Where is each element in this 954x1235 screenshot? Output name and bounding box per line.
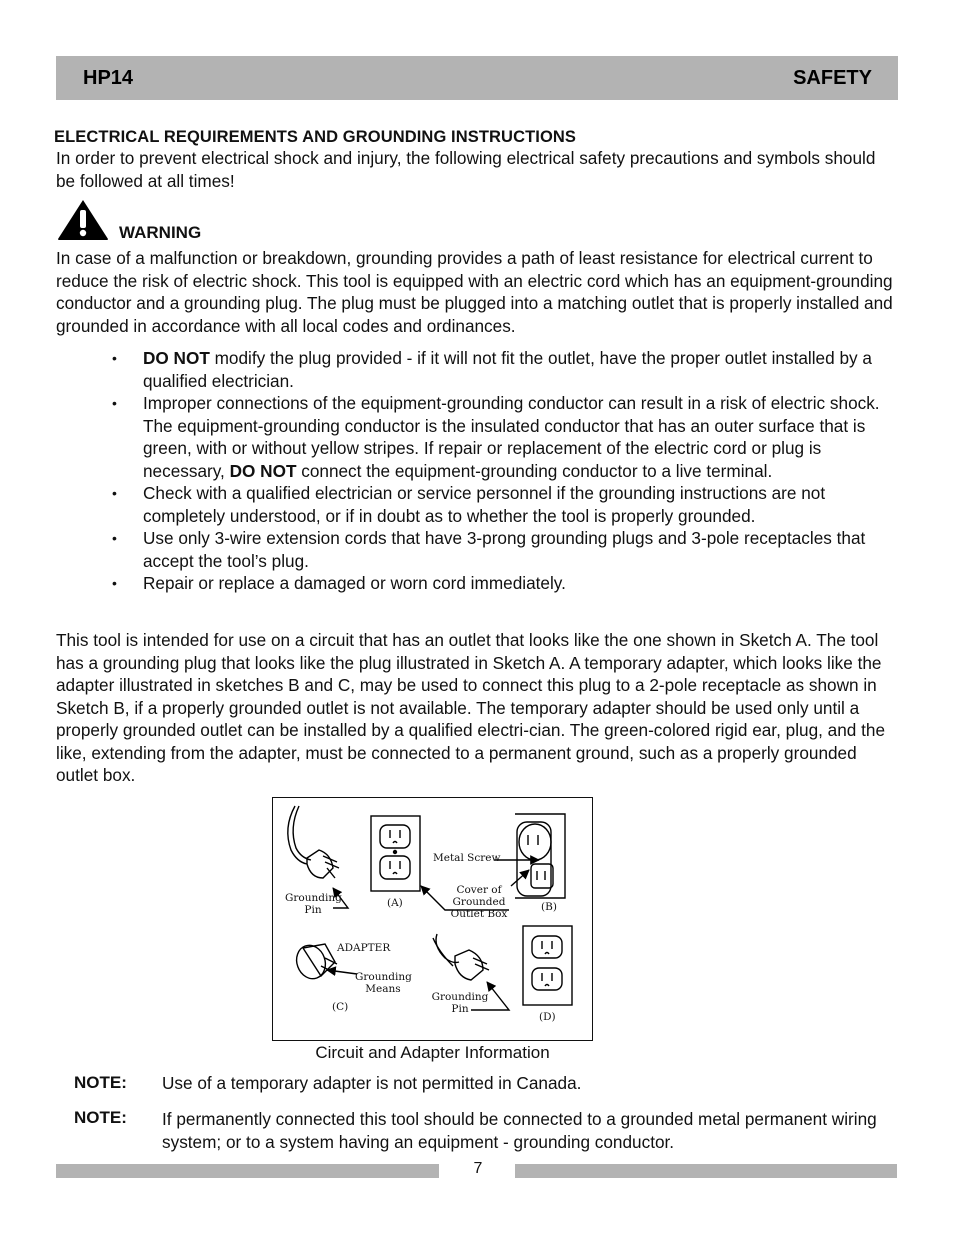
cover-grounded-outlet-box-label: Cover of Grounded Outlet Box [450, 884, 508, 920]
bold-text: DO NOT [229, 460, 297, 481]
bullet-marker: • [112, 485, 117, 501]
bullet-marker: • [112, 395, 117, 411]
adapter-in-outlet-b [515, 814, 565, 898]
note-text: If permanently connected this tool should be connected to a grounded metal permanent wiring system; or to a system having an equipment - grounding conductor. [162, 1109, 877, 1152]
bullet-marker: • [112, 530, 117, 546]
list-item-text: modify the plug provided - if it will not fit the outlet, have the proper outlet installed by a qualified electrician. [143, 348, 872, 391]
model-label: HP14 [83, 66, 134, 89]
footer-bar-left [56, 1164, 439, 1178]
list-item [112, 527, 895, 572]
warning-label: WARNING [119, 223, 202, 242]
list-item-text: Use only 3-wire extension cords that have 3-prong grounding plugs and 3-pole receptacles that accept the tool’s plug. [143, 528, 866, 571]
intro-paragraph: In order to prevent electrical shock and injury, the following electrical safety precautions and symbols should be followed at all times! [56, 148, 876, 191]
warning-paragraph: In case of a malfunction or breakdown, grounding provides a path of least resistance for electrical current to reduce the risk of electric shock. This tool is equipped with an electric cord which has an equipment-grounding conductor and a grounding plug. The plug must be plugged into a matching outlet that is properly installed and grounded in accordance with all local codes and ordinances. [56, 248, 893, 336]
page-number: 7 [473, 1160, 483, 1177]
list-item [112, 572, 895, 595]
tool-paragraph: This tool is intended for use on a circuit that has an outlet that looks like the one shown in Sketch A. The tool has a grounding plug that looks like the plug illustrated in Sketch A. A temporary adapter, which looks like the adapter illustrated in sketches B and C, may be used to connect this plug to a 2-pole receptacle as shown in Sketch B, if a properly grounded outlet is not available. The temporary adapter should be used only until a properly grounded outlet can be installed by a qualified electri-cian. The green-colored rigid ear, plug, and the like, extending from the adapter, must be connected to a permanent ground, such as a properly grounded outlet box. [56, 630, 886, 785]
adapter-c [292, 941, 337, 983]
list-item-text: Repair or replace a damaged or worn cord immediately. [143, 573, 566, 593]
list-item-text: connect the equipment-grounding conductor to a live terminal. [296, 460, 773, 481]
section-label: SAFETY [793, 66, 872, 89]
list-item-text: Improper connections of the equipment-grounding conductor can result in a risk of electric shock. The equipment-grounding conductor is the insulated conductor that has an outer surface that is green, with or without yellow stripes. If repair or replacement of the electric cord or plug is necessary, [143, 393, 880, 481]
grounding-pin-label-a: Grounding Pin [285, 892, 342, 916]
warning-triangle-icon [57, 199, 109, 241]
grounding-means-label: Grounding Means [355, 971, 412, 995]
list-item [112, 347, 895, 392]
sketch-c-label: (C) [332, 1001, 349, 1013]
list-item-text: Check with a qualified electrician or service personnel if the grounding instructions are not completely understood, or if in doubt as to whether the tool is properly grounded. [143, 483, 826, 526]
figure-caption: Circuit and Adapter Information [315, 1043, 550, 1062]
note-text: Use of a temporary adapter is not permitted in Canada. [162, 1073, 582, 1093]
grounding-pin-label-c: Grounding Pin [431, 991, 489, 1015]
note-label: NOTE: [74, 1108, 127, 1127]
list-item [112, 482, 895, 527]
bold-text: DO NOT [143, 348, 210, 368]
list-item [112, 392, 895, 482]
header-bar [56, 56, 898, 100]
grounded-outlet-d [523, 926, 572, 1005]
section-title: ELECTRICAL REQUIREMENTS AND GROUNDING INSTRUCTIONS [54, 128, 577, 146]
bullet-marker: • [112, 350, 117, 366]
note-label: NOTE: [74, 1073, 127, 1092]
safety-bullet-list [112, 347, 895, 595]
adapter-label: ADAPTER [337, 942, 391, 954]
circuit-adapter-figure [272, 797, 593, 1041]
sketch-a-label: (A) [387, 897, 403, 909]
sketch-b-label: (B) [541, 901, 557, 913]
grounding-plug-a [288, 806, 339, 878]
footer-bar-right [515, 1164, 897, 1178]
grounding-plug-c [433, 934, 489, 980]
sketch-d-label: (D) [539, 1011, 556, 1023]
bullet-marker: • [112, 575, 117, 591]
metal-screw-label: Metal Screw [433, 852, 501, 864]
